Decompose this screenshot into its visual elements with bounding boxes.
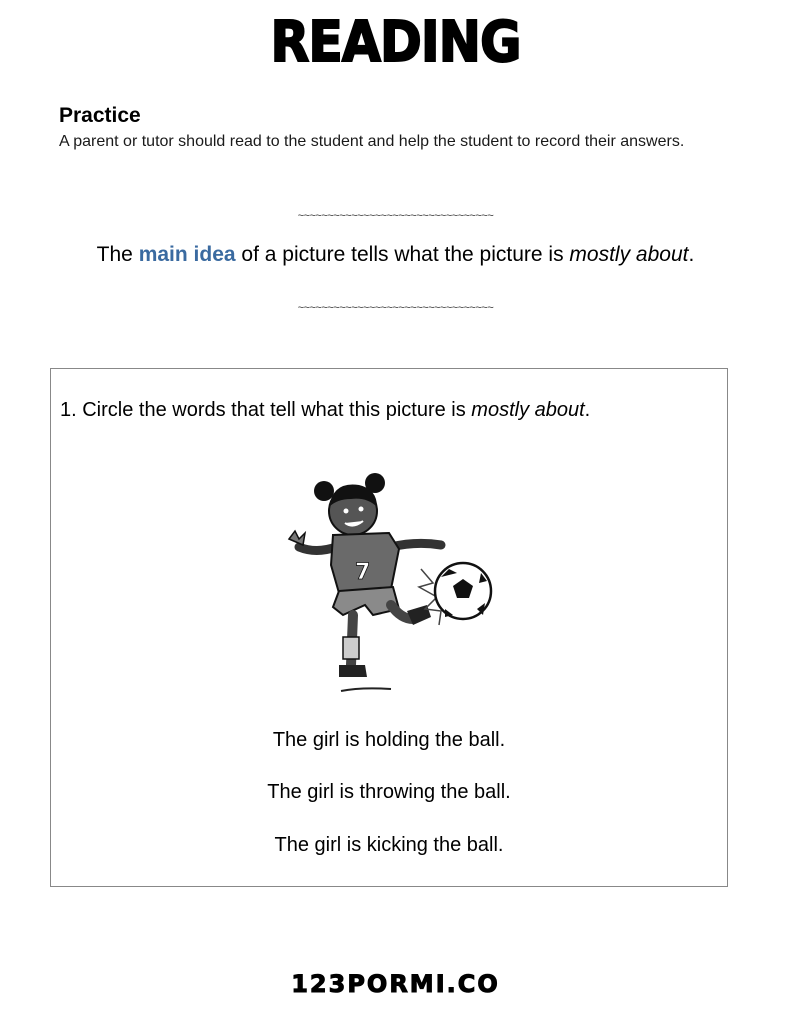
definition-mid: of a picture tells what the picture is [235, 243, 570, 266]
definition-emphasis: mostly about [569, 243, 689, 266]
definition-post: . [688, 243, 695, 266]
girl-kicking-ball-illustration [281, 469, 501, 699]
divider-top: ~~~~~~~~~~~~~~~~~~~~~~~~~~~~~~~~~ [297, 210, 494, 222]
footer-brand: 123PORMI.CO [291, 970, 500, 998]
jersey-number: 7 [355, 560, 371, 585]
divider-bottom: ~~~~~~~~~~~~~~~~~~~~~~~~~~~~~~~~~ [297, 302, 494, 314]
main-idea-term: main idea [138, 243, 236, 266]
question-emphasis: mostly about [471, 399, 585, 421]
page-title: READING [270, 10, 521, 75]
main-idea-definition [0, 243, 791, 267]
question-prompt [60, 399, 590, 422]
question-text: 1. Circle the words that tell what this picture is [60, 399, 472, 421]
answer-option-kicking[interactable]: The girl is kicking the ball. [274, 834, 504, 856]
answer-option-throwing[interactable]: The girl is throwing the ball. [267, 781, 511, 803]
question-post: . [584, 399, 591, 421]
practice-heading: Practice [59, 104, 141, 127]
question-box [50, 368, 728, 887]
answer-option-holding[interactable]: The girl is holding the ball. [272, 729, 506, 751]
definition-pre: The [96, 243, 139, 266]
instructions-text: A parent or tutor should read to the student and help the student to record their answers. [59, 133, 685, 150]
